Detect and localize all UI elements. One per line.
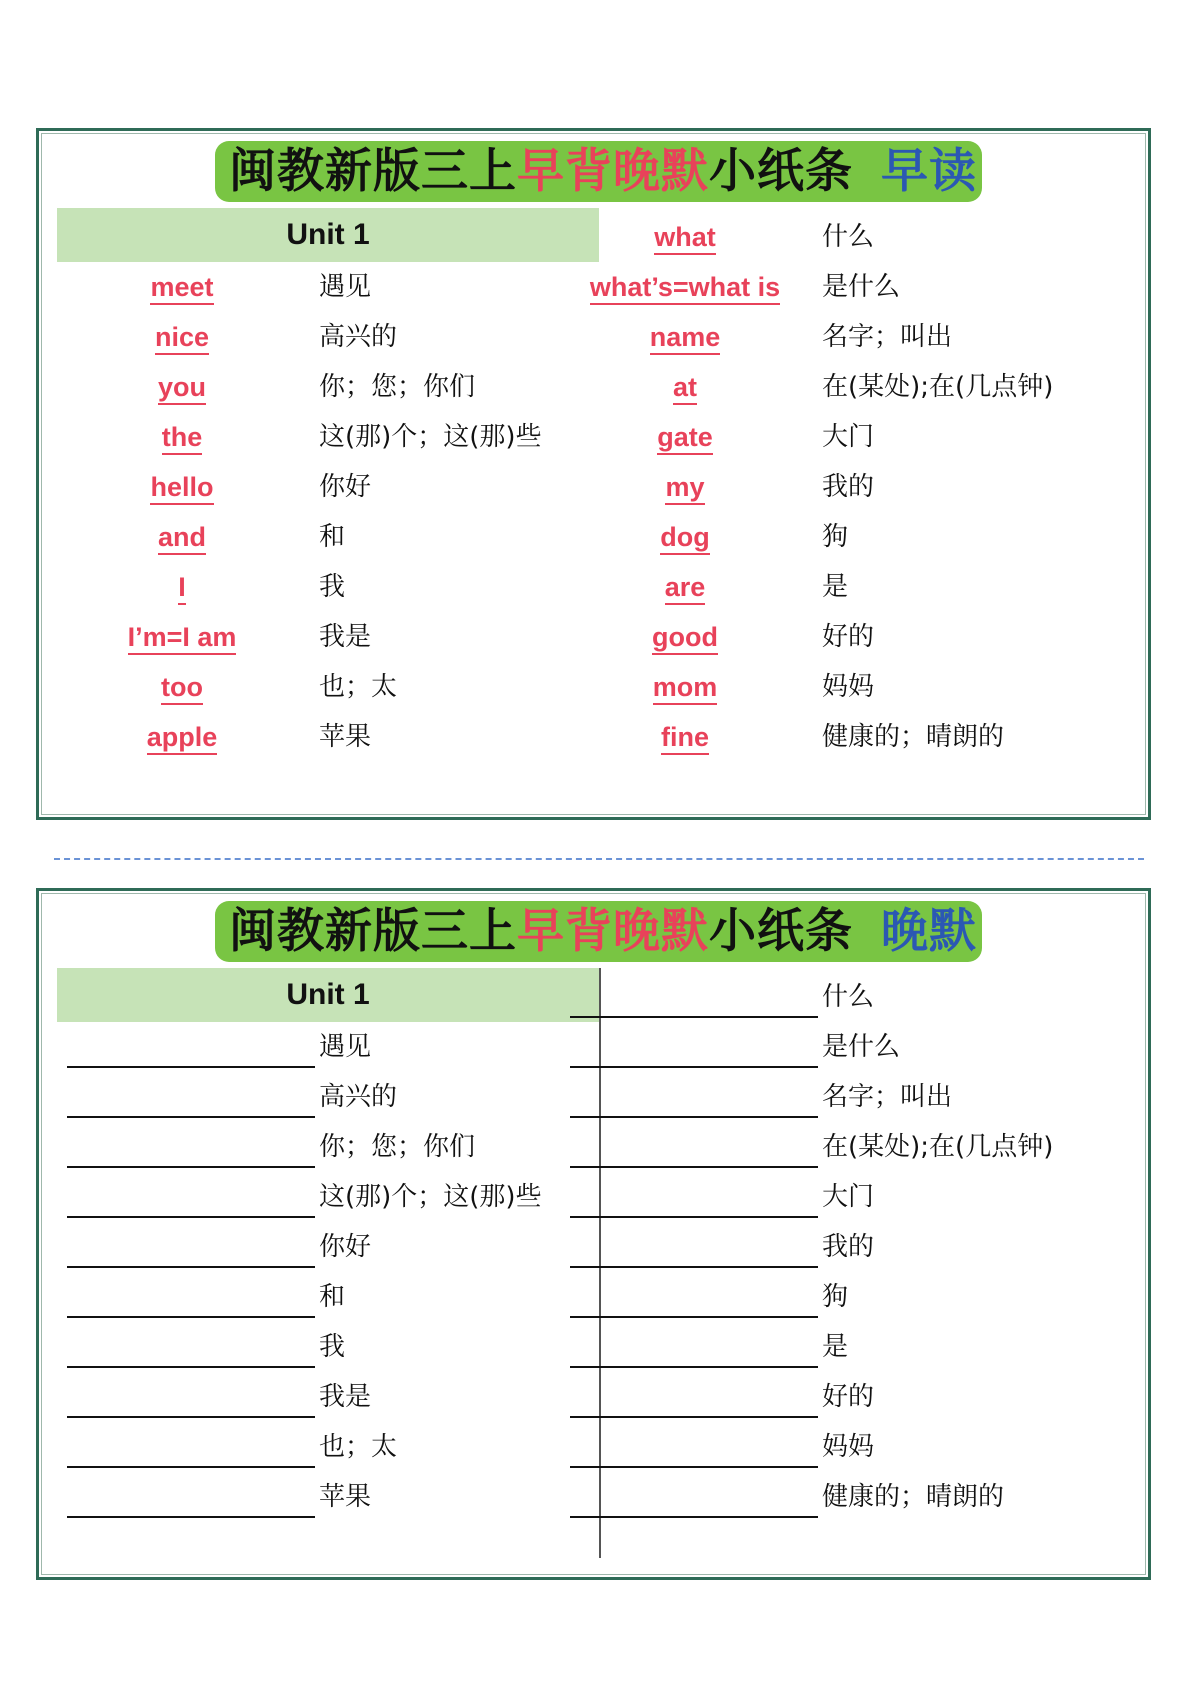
title-highlight: 早背晚默 (517, 144, 709, 199)
chinese-meaning: 妈妈 (822, 1432, 875, 1462)
english-word: are (665, 572, 706, 605)
chinese-meaning: 好的 (822, 622, 875, 652)
chinese-meaning: 苹果 (319, 722, 372, 752)
chinese-meaning: 狗 (822, 1282, 849, 1312)
english-word-cell (560, 262, 810, 312)
english-word: what’s=what is (590, 272, 780, 305)
english-word: hello (150, 472, 213, 505)
english-word-cell (560, 312, 810, 362)
english-word: nice (155, 322, 209, 355)
english-word: apple (147, 722, 218, 755)
english-word-cell (560, 412, 810, 462)
answer-blank-line[interactable] (570, 1416, 818, 1418)
card-title-banner (215, 141, 982, 202)
card-title-banner (215, 901, 982, 962)
answer-blank-line[interactable] (570, 1166, 818, 1168)
english-word: the (162, 422, 203, 455)
word-row (39, 462, 1139, 512)
dictation-row (39, 972, 1139, 1022)
english-word: you (158, 372, 206, 405)
chinese-meaning: 你好 (319, 1232, 372, 1262)
chinese-meaning: 遇见 (319, 1032, 372, 1062)
dictation-row (39, 1422, 1139, 1472)
english-word-cell (560, 212, 810, 262)
title-mode-label: 早读 (881, 144, 977, 199)
chinese-meaning: 是什么 (822, 1032, 901, 1062)
chinese-meaning: 和 (319, 1282, 346, 1312)
word-row (39, 312, 1139, 362)
english-word: mom (653, 672, 718, 705)
chinese-meaning: 我的 (822, 472, 875, 502)
chinese-meaning: 高兴的 (319, 322, 398, 352)
title-part-2: 小纸条 (709, 904, 853, 959)
answer-blank-line[interactable] (570, 1116, 818, 1118)
answer-blank-line[interactable] (570, 1466, 818, 1468)
english-word-cell (560, 562, 810, 612)
answer-blank-line[interactable] (570, 1316, 818, 1318)
chinese-meaning: 和 (319, 522, 346, 552)
word-row (39, 212, 1139, 262)
english-word: I’m=I am (128, 622, 237, 655)
answer-blank-line[interactable] (570, 1516, 818, 1518)
english-word-cell (560, 712, 810, 762)
english-word: my (665, 472, 704, 505)
chinese-meaning: 你；您；你们 (319, 372, 476, 402)
chinese-meaning: 这(那)个；这(那)些 (319, 422, 542, 452)
english-word-cell (560, 362, 810, 412)
chinese-meaning: 健康的；晴朗的 (822, 722, 1005, 752)
chinese-meaning: 我是 (319, 622, 372, 652)
chinese-meaning: 也；太 (319, 1432, 398, 1462)
dictation-row (39, 1472, 1139, 1522)
dictation-row (39, 1372, 1139, 1422)
english-word: I (178, 572, 186, 605)
unit-header: Unit 1 (57, 968, 599, 1022)
chinese-meaning: 是 (822, 572, 849, 602)
dictation-row (39, 1322, 1139, 1372)
english-word: what (654, 222, 716, 255)
morning-reading-card (36, 128, 1151, 820)
chinese-meaning: 你；您；你们 (319, 1132, 476, 1162)
chinese-meaning: 什么 (822, 222, 875, 252)
chinese-meaning: 在(某处);在(几点钟) (822, 372, 1054, 402)
dictation-row (39, 1222, 1139, 1272)
answer-blank-line[interactable] (570, 1216, 818, 1218)
chinese-meaning: 狗 (822, 522, 849, 552)
english-word: meet (150, 272, 213, 305)
evening-dictation-card (36, 888, 1151, 1580)
chinese-meaning: 我 (319, 1332, 346, 1362)
chinese-meaning: 这(那)个；这(那)些 (319, 1182, 542, 1212)
word-row (39, 412, 1139, 462)
word-row (39, 562, 1139, 612)
chinese-meaning: 名字；叫出 (822, 1082, 953, 1112)
english-word: good (652, 622, 718, 655)
word-row (39, 512, 1139, 562)
english-word: gate (657, 422, 713, 455)
chinese-meaning: 在(某处);在(几点钟) (822, 1132, 1054, 1162)
chinese-meaning: 我的 (822, 1232, 875, 1262)
unit-header: Unit 1 (57, 208, 599, 262)
title-highlight: 早背晚默 (517, 904, 709, 959)
title-part-1: 闽教新版三上 (229, 144, 517, 199)
word-row (39, 612, 1139, 662)
word-row (39, 362, 1139, 412)
chinese-meaning: 健康的；晴朗的 (822, 1482, 1005, 1512)
dictation-row (39, 1172, 1139, 1222)
chinese-meaning: 名字；叫出 (822, 322, 953, 352)
chinese-meaning: 我 (319, 572, 346, 602)
chinese-meaning: 遇见 (319, 272, 372, 302)
english-word: name (650, 322, 721, 355)
chinese-meaning: 是什么 (822, 272, 901, 302)
chinese-meaning: 你好 (319, 472, 372, 502)
title-mode-label: 晚默 (881, 904, 977, 959)
word-row (39, 712, 1139, 762)
dictation-row (39, 1272, 1139, 1322)
english-word: dog (660, 522, 709, 555)
title-part-2: 小纸条 (709, 144, 853, 199)
cut-line-divider (54, 858, 1144, 860)
english-word-cell (560, 462, 810, 512)
english-word-cell (560, 612, 810, 662)
chinese-meaning: 高兴的 (319, 1082, 398, 1112)
answer-blank-line[interactable] (570, 1016, 818, 1018)
word-row (39, 662, 1139, 712)
answer-blank-line[interactable] (570, 1066, 818, 1068)
english-word: at (673, 372, 697, 405)
english-word: too (161, 672, 203, 705)
chinese-meaning: 是 (822, 1332, 849, 1362)
chinese-meaning: 大门 (822, 1182, 875, 1212)
chinese-meaning: 妈妈 (822, 672, 875, 702)
english-word: and (158, 522, 206, 555)
dictation-row (39, 1122, 1139, 1172)
chinese-meaning: 也；太 (319, 672, 398, 702)
answer-blank-line[interactable] (570, 1366, 818, 1368)
chinese-meaning: 什么 (822, 982, 875, 1012)
chinese-meaning: 苹果 (319, 1482, 372, 1512)
chinese-meaning: 大门 (822, 422, 875, 452)
chinese-meaning: 我是 (319, 1382, 372, 1412)
title-part-1: 闽教新版三上 (229, 904, 517, 959)
english-word-cell (560, 512, 810, 562)
english-word-cell (560, 662, 810, 712)
dictation-row (39, 1072, 1139, 1122)
dictation-row (39, 1022, 1139, 1072)
chinese-meaning: 好的 (822, 1382, 875, 1412)
english-word: fine (661, 722, 709, 755)
answer-blank-line[interactable] (570, 1266, 818, 1268)
word-row (39, 262, 1139, 312)
